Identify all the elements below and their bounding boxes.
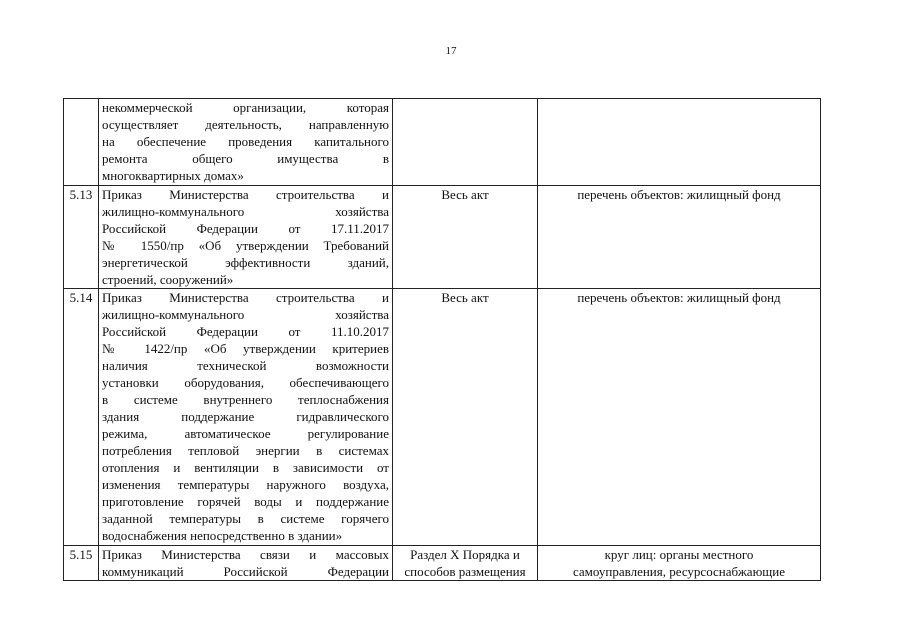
act-part-line: Раздел X Порядка и	[410, 547, 520, 562]
act-scope-line: самоуправления, ресурсоснабжающие	[572, 564, 786, 579]
act-part-line: способов размещения	[404, 564, 526, 579]
table-row	[64, 99, 821, 186]
act-part-cell: Весь акт	[393, 289, 538, 546]
row-number: 5.15	[64, 546, 99, 581]
act-scope-cell	[538, 99, 821, 186]
act-name-cell	[99, 99, 393, 186]
act-scope-cell: перечень объектов: жилищный фонд	[538, 289, 821, 546]
act-name-line: Приказ Министерства строительства и	[102, 290, 389, 305]
act-name-line: на обеспечение проведения капитального	[102, 134, 389, 149]
row-number: 5.13	[64, 186, 99, 289]
act-name-cell	[99, 289, 393, 546]
act-name-line: в системе внутреннего теплоснабжения	[102, 392, 389, 407]
row-number: 5.14	[64, 289, 99, 546]
act-name-line: № 1550/пр «Об утверждении Требований	[102, 238, 389, 253]
act-name-line: установки оборудования, обеспечивающего	[102, 375, 389, 390]
table-row	[64, 186, 821, 289]
row-number	[64, 99, 99, 186]
act-name-cell	[99, 546, 393, 581]
act-name-line: осуществляет деятельность, направленную	[102, 117, 389, 132]
act-scope-line: круг лиц: органы местного	[604, 547, 754, 562]
act-name-line: жилищно-коммунального хозяйства	[102, 307, 389, 322]
act-name-line: заданной температуры в системе горячего	[102, 511, 389, 526]
act-part-cell	[393, 99, 538, 186]
act-name-line: № 1422/пр «Об утверждении критериев	[102, 341, 389, 356]
act-name-line: наличия технической возможности	[102, 358, 389, 373]
act-name-line: строений, сооружений»	[102, 272, 234, 287]
legal-acts-table	[63, 98, 821, 581]
table-row	[64, 546, 821, 581]
table-row	[64, 289, 821, 546]
act-part-cell: Весь акт	[393, 186, 538, 289]
act-name-line: Российской Федерации от 17.11.2017	[102, 221, 389, 236]
act-name-line: Приказ Министерства связи и массовых	[102, 547, 389, 562]
act-scope-cell: перечень объектов: жилищный фонд	[538, 186, 821, 289]
act-part-cell	[393, 546, 538, 581]
act-name-line: водоснабжения непосредственно в здании»	[102, 528, 343, 543]
act-name-line: энергетической эффективности зданий,	[102, 255, 389, 270]
act-name-line: потребления тепловой энергии в системах	[102, 443, 389, 458]
act-name-line: Российской Федерации от 11.10.2017	[102, 324, 389, 339]
act-name-line: некоммерческой организации, которая	[102, 100, 389, 115]
act-scope-cell	[538, 546, 821, 581]
act-name-line: изменения температуры наружного воздуха,	[102, 477, 389, 492]
act-name-line: здания поддержание гидравлического	[102, 409, 389, 424]
page-number: 17	[445, 45, 457, 57]
act-name-line: коммуникаций Российской Федерации	[102, 564, 389, 579]
act-name-line: жилищно-коммунального хозяйства	[102, 204, 389, 219]
act-name-line: многоквартирных домах»	[102, 168, 244, 183]
act-name-line: приготовление горячей воды и поддержание	[102, 494, 389, 509]
act-name-line: отопления и вентиляции в зависимости от	[102, 460, 389, 475]
act-name-line: ремонта общего имущества в	[102, 151, 389, 166]
act-name-line: режима, автоматическое регулирование	[102, 426, 389, 441]
act-name-cell	[99, 186, 393, 289]
act-name-line: Приказ Министерства строительства и	[102, 187, 389, 202]
